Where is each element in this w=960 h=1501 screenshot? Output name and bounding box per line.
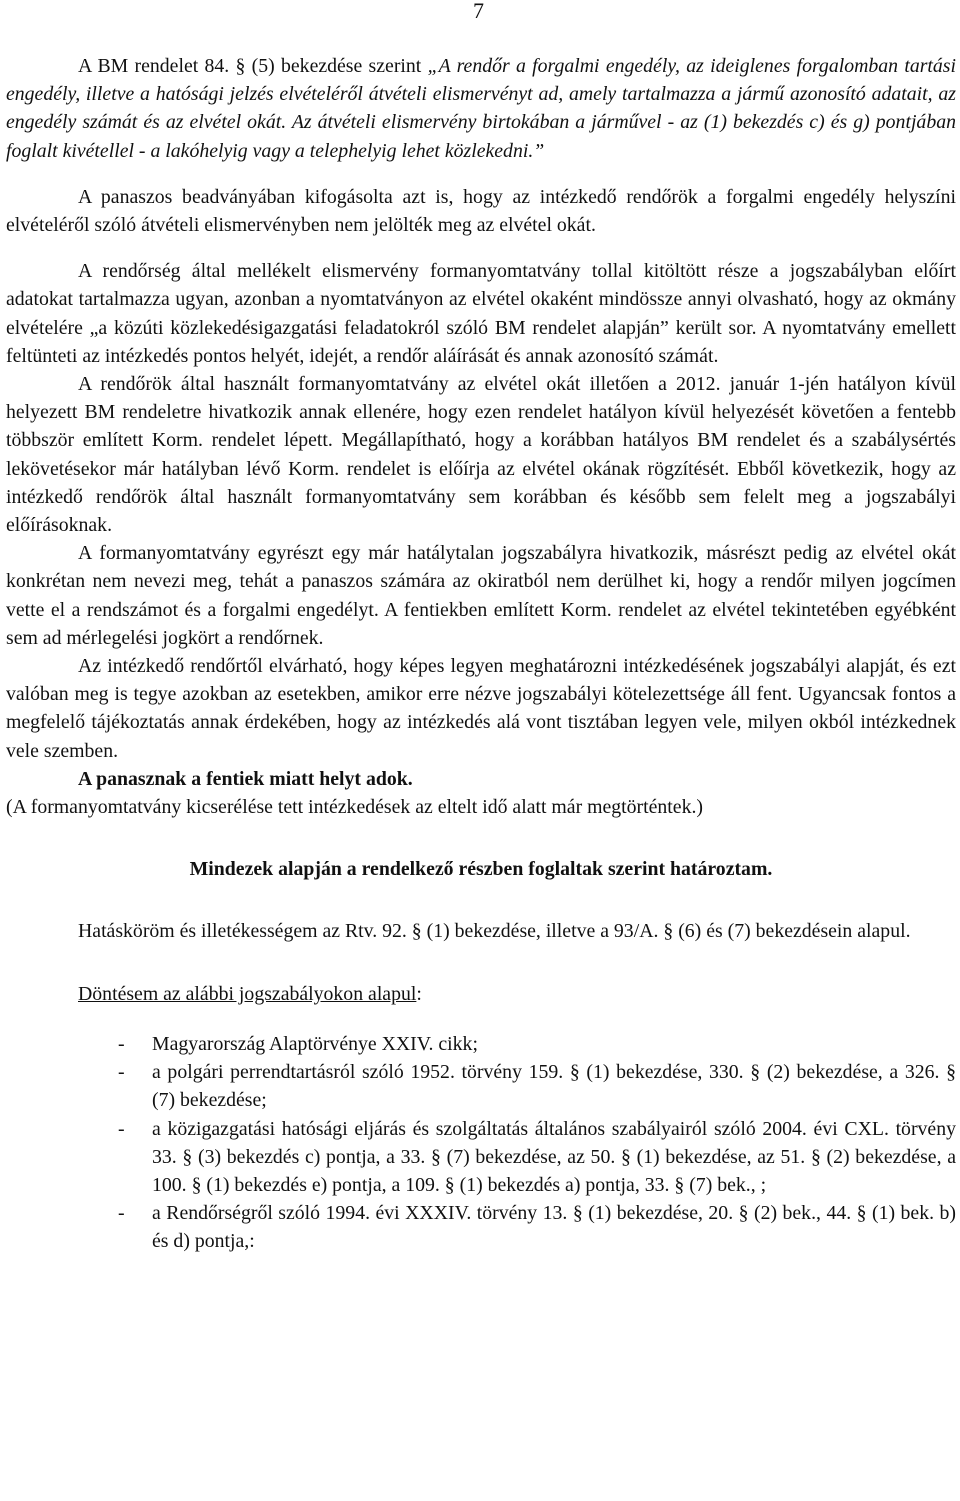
list-dash: - xyxy=(118,1202,125,1225)
paragraph-expectation: Az intézkedő rendőrtől elvárható, hogy képes legyen meghatározni intézkedésének jogszabályi alapját, és ezt valóban meg is tegye azokban az esetekben, amikor erre nézve jogszabályi kötelezettsége áll fent. Ugyancsak fontos a megfelelő tájékoztatás annak érdekében, hogy az intézkedés alá vont tisztában legyen vele, milyen okból intézkednek vele szemben. xyxy=(6,655,956,762)
laws-list xyxy=(6,1030,956,1256)
legal-quote: „A rendőr a forgalmi engedély, az ideiglenes forgalomban tartási engedély, illetve a hatósági jelzés elvételéről átvételi elismervényt ad, amely tartalmazza a jármű azonosító adatait, az engedély számát és az elvétel okát. Az átvételi elismervény birtokában a járművel - az (1) bekezdés c) és g) pontjában foglalt kivétellel - a lakóhelyig vagy a telephelyig lehet közlekedni.” xyxy=(6,55,956,162)
decision-statement: A panasznak a fentiek miatt helyt adok. xyxy=(78,767,413,790)
paragraph-legal-quote xyxy=(6,52,956,165)
quote-intro: A BM rendelet 84. § (5) bekezdése szerint xyxy=(78,55,428,77)
law-item xyxy=(6,1115,956,1200)
summary-statement: Mindezek alapján a rendelkező részben foglaltak szerint határoztam. xyxy=(189,858,773,881)
paragraph-police-form: A rendőrség által mellékelt elismervény formanyomtatvány tollal kitöltött része a jogszabályban előírt adatokat tartalmazza ugyan, azonban a nyomtatványon az elvétel okaként mindössze annyi olvasható, hogy az okmány elvételére „a közúti közlekedésigazgatási feladatokról szóló BM rendelet alapján” került sor. A nyomtatvány emellett feltünteti az intézkedés pontos helyét, idejét, a rendőr aláírását és annak azonosító számát. xyxy=(6,260,956,367)
page-number: 7 xyxy=(473,0,484,23)
list-dash: - xyxy=(118,1061,125,1084)
laws-heading-text: Döntésem az alábbi jogszabályokon alapul xyxy=(78,982,417,1005)
paragraph-complaint: A panaszos beadványában kifogásolta azt is, hogy az intézkedő rendőrök a forgalmi engedély helyszíni elvételéről szóló átvételi elismervényben nem jelölték meg az elvétel okát. xyxy=(6,185,956,237)
law-item-text: a közigazgatási hatósági eljárás és szolgáltatás általános szabályairól szóló 2004. évi CXL. törvény 33. § (3) bekezdés c) pontja, a 33. § (7) bekezdése, az 50. § (1) bekezdése, az 51. § (2) bekezdése, a 100. § (1) bekezdés e) pontja, a 109. § (1) bekezdés a) pontja, 33. § (7) bek., ; xyxy=(152,1117,956,1196)
paragraph-form-reference: A rendőrök által használt formanyomtatvány az elvétel okát illetően a 2012. január 1-jén hatályon kívül helyezett BM rendeletre hivatkozik annak ellenére, hogy ezen rendelet hatályon kívül helyezését követően a fentebb többször említett Korm. rendelet lépett. Megállapítható, hogy a korábban hatályos BM rendelet és a szabálysértés lekövetésekor már hatályban lévő Korm. rendelet is előírja az elvétel okának rögzítését. Ebből következik, hogy az intézkedő rendőrök által használt formanyomtatvány sem korábban és később sem felelt meg a jogszabályi előírásoknak. xyxy=(6,373,956,537)
competence-statement: Hatásköröm és illetékességem az Rtv. 92. § (1) bekezdése, illetve a 93/A. § (6) és (7) bekezdésein alapul. xyxy=(78,920,911,943)
law-item xyxy=(6,1030,956,1058)
law-item xyxy=(6,1058,956,1114)
list-dash: - xyxy=(118,1117,125,1140)
law-item xyxy=(6,1199,956,1255)
decision-note: (A formanyomtatvány kicserélése tett intézkedések az eltelt idő alatt már megtörténtek.) xyxy=(6,796,704,819)
law-item-text: a Rendőrségről szóló 1994. évi XXXIV. törvény 13. § (1) bekezdése, 20. § (2) bek., 44. § (1) bek. b) és d) pontja,: xyxy=(152,1202,956,1253)
laws-heading-colon: : xyxy=(416,982,422,1005)
laws-heading xyxy=(6,980,956,1008)
list-dash: - xyxy=(118,1032,125,1055)
document-body xyxy=(6,52,956,1256)
law-item-text: a polgári perrendtartásról szóló 1952. törvény 159. § (1) bekezdése, 330. § (2) bekezdése, a 326. § (7) bekezdése; xyxy=(152,1061,956,1112)
law-item-text: Magyarország Alaptörvénye XXIV. cikk; xyxy=(152,1032,478,1055)
paragraph-form-analysis: A formanyomtatvány egyrészt egy már hatálytalan jogszabályra hivatkozik, másrészt pedig az elvétel okát konkrétan nem nevezi meg, tehát a panaszos számára az okiratból nem derülhet ki, hogy a rendőr milyen jogcímen vette el a rendszámot és a forgalmi engedélyt. A fentiekben említett Korm. rendelet az elvétel tekintetében egyébként sem ad mérlegelési jogkört a rendőrnek. xyxy=(6,542,956,649)
